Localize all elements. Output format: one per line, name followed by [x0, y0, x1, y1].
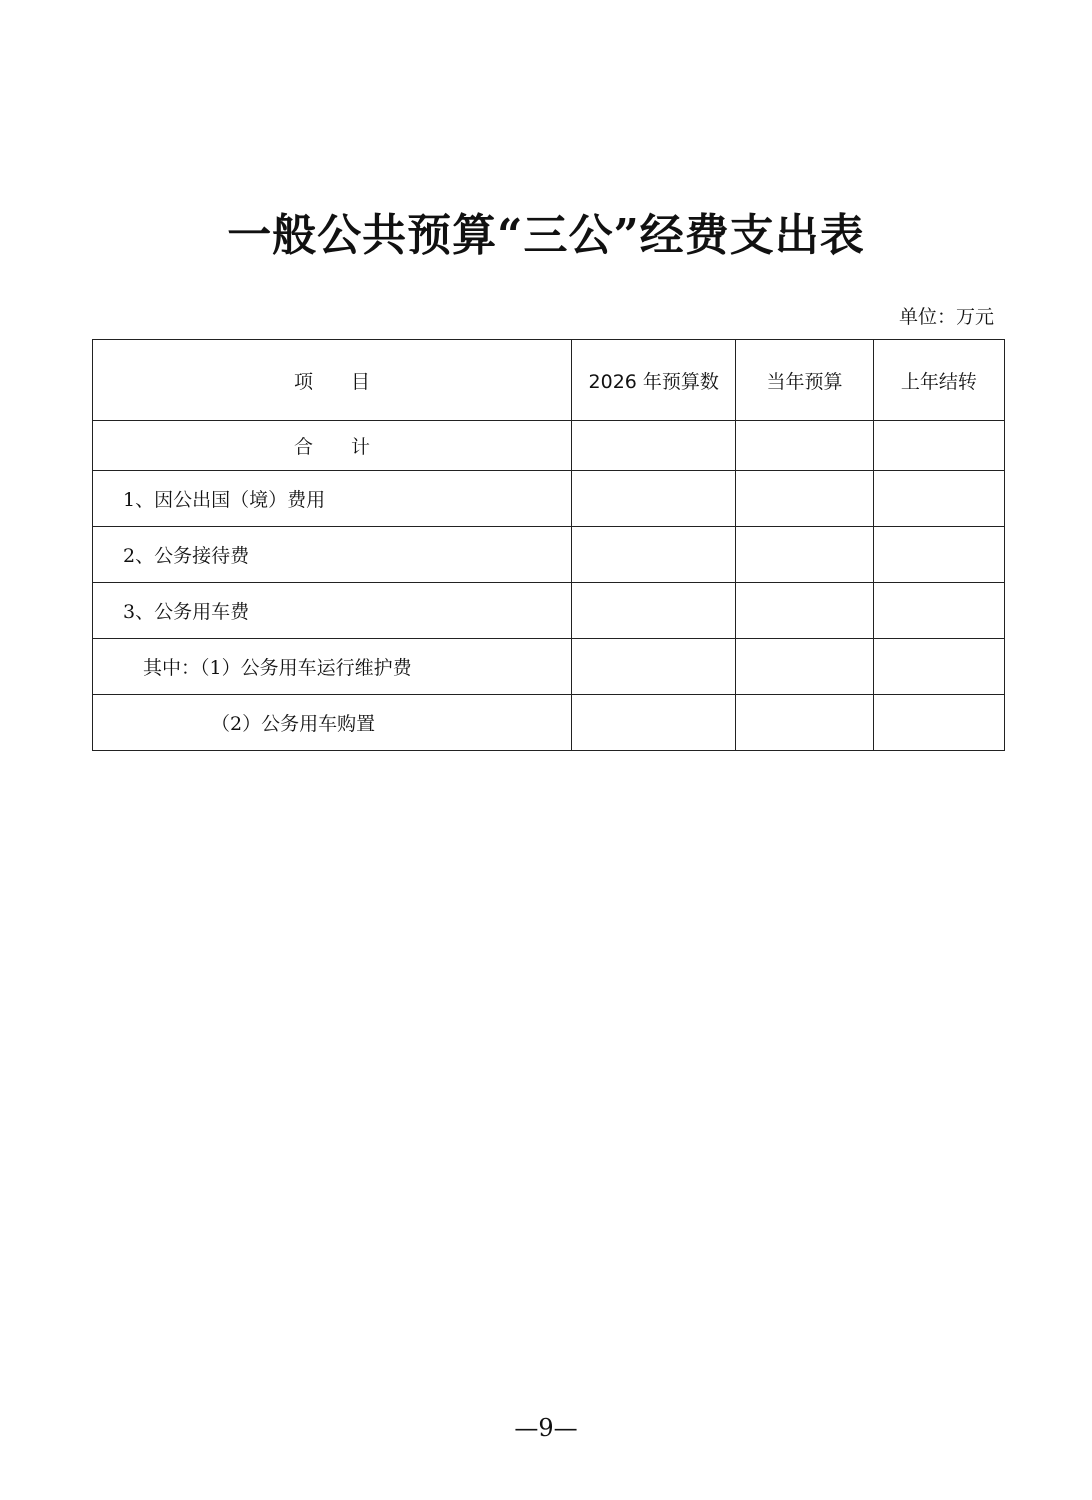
unit-label: 单位：万元: [898, 306, 994, 328]
row-current-year: [736, 583, 873, 639]
total-current-year: [736, 421, 873, 471]
row-label: 其中：（1）公务用车运行维护费: [93, 639, 572, 695]
row-current-year: [736, 639, 873, 695]
row-carryover: [873, 583, 1004, 639]
table-row: [93, 527, 1005, 583]
row-carryover: [873, 471, 1004, 527]
row-label: 2、公务接待费: [93, 527, 572, 583]
table-row: [93, 695, 1005, 751]
total-label: 合 计: [93, 421, 572, 471]
row-budget-2026: [572, 471, 736, 527]
row-current-year: [736, 471, 873, 527]
row-label: （2）公务用车购置: [93, 695, 572, 751]
row-budget-2026: [572, 639, 736, 695]
table-header-row: [93, 340, 1005, 421]
row-current-year: [736, 527, 873, 583]
row-budget-2026: [572, 527, 736, 583]
table-row-total: [93, 421, 1005, 471]
header-carryover: 上年结转: [873, 340, 1004, 421]
total-carryover: [873, 421, 1004, 471]
row-carryover: [873, 527, 1004, 583]
row-budget-2026: [572, 583, 736, 639]
table-row: [93, 639, 1005, 695]
header-item: 项 目: [93, 340, 572, 421]
row-current-year: [736, 695, 873, 751]
budget-table: [92, 339, 1005, 751]
table-row: [93, 583, 1005, 639]
row-carryover: [873, 695, 1004, 751]
row-label: 1、因公出国（境）费用: [93, 471, 572, 527]
row-budget-2026: [572, 695, 736, 751]
page-title: 一般公共预算“三公”经费支出表: [227, 210, 865, 261]
row-label: 3、公务用车费: [93, 583, 572, 639]
row-carryover: [873, 639, 1004, 695]
header-current-year: 当年预算: [736, 340, 873, 421]
page-number: —9—: [514, 1414, 578, 1442]
header-budget-2026: 2026 年预算数: [572, 340, 736, 421]
table-row: [93, 471, 1005, 527]
total-budget-2026: [572, 421, 736, 471]
